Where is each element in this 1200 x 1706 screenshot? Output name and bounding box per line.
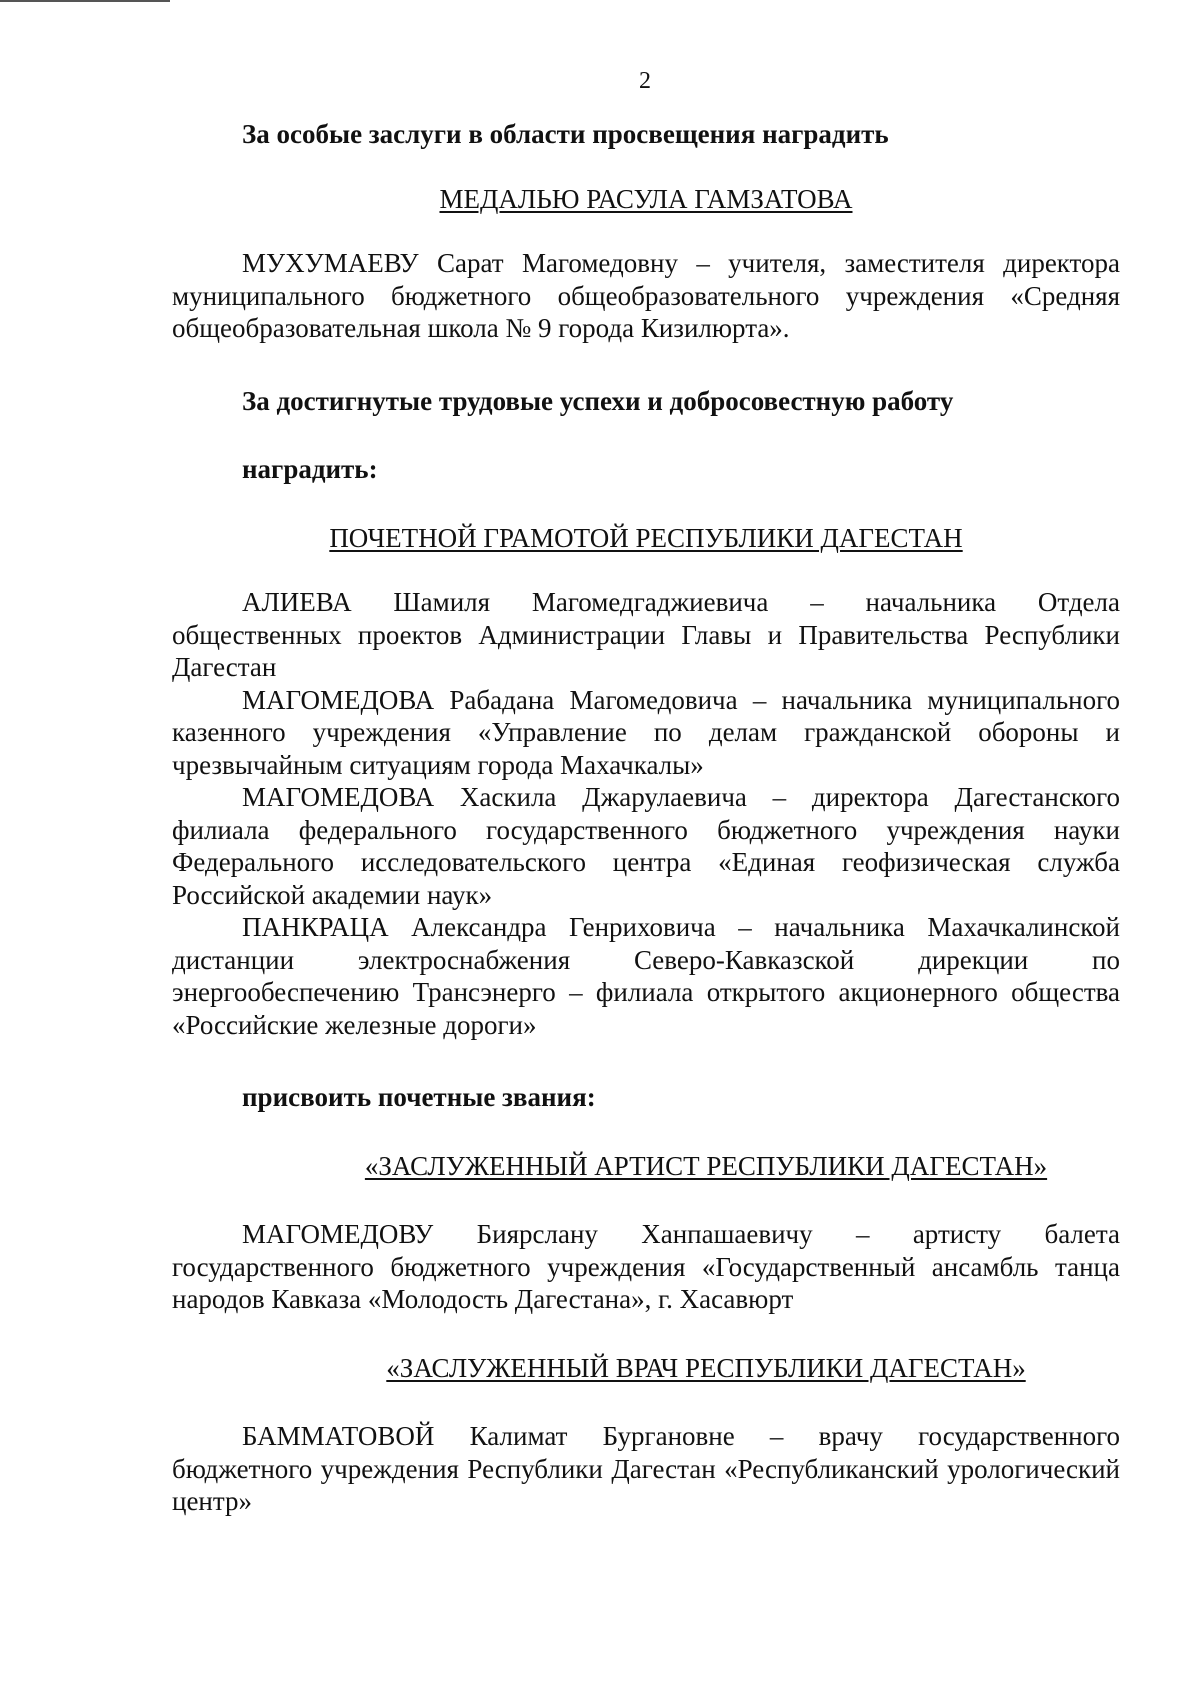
award-recipient-paragraph: МАГОМЕДОВА Хаскила Джарулаевича – директора Дагестанского филиала федерального государственного бюджетного учреждения науки Федерального исследовательского центра «Единая геофизическая служба Российской академии наук» — [172, 782, 1120, 910]
award-recipient-paragraph: АЛИЕВА Шамиля Магомедгаджиевича – начальника Отдела общественных проектов Администрации Главы и Правительства Республики Дагестан — [172, 587, 1120, 682]
award-title-honored-artist: «ЗАСЛУЖЕННЫЙ АРТИСТ РЕСПУБЛИКИ ДАГЕСТАН» — [364, 1150, 1048, 1181]
award-recipient-paragraph: МАГОМЕДОВА Рабадана Магомедовича – начальника муниципального казенного учреждения «Управление по делам гражданской обороны и чрезвычайным ситуациям города Махачкалы» — [172, 684, 1120, 780]
award-title-gamzatov-medal: МЕДАЛЬЮ РАСУЛА ГАМЗАТОВА — [439, 183, 853, 214]
award-recipient-paragraph: МАГОМЕДОВУ Биярслану Ханпашаевичу – артисту балета государственного бюджетного учреждения «Государственный ансамбль танца народов Кавказа «Молодость Дагестана», г. Хасавюрт — [172, 1219, 1120, 1314]
award-recipient-paragraph: ПАНКРАЦА Александра Генриховича – начальника Махачкалинской дистанции электроснабжения Северо-Кавказской дирекции по энергообеспечению Трансэнерго – филиала открытого акционерного общества «Российские железные дороги» — [172, 912, 1120, 1040]
award-recipient-paragraph: МУХУМАЕВУ Сарат Магомедовну – учителя, заместителя директора муниципального бюджетного общеобразовательного учреждения «Средняя общеобразовательная школа № 9 города Кизилюрта». — [172, 248, 1120, 343]
scan-artifact-line — [0, 0, 170, 2]
award-title-honorary-diploma: ПОЧЕТНОЙ ГРАМОТОЙ РЕСПУБЛИКИ ДАГЕСТАН — [329, 522, 963, 553]
section-heading-labor: За достигнутые трудовые успехи и добросовестную работу — [242, 385, 954, 416]
section-subheading-award: наградить: — [242, 454, 378, 484]
award-recipient-paragraph: БАММАТОВОЙ Калимат Бургановне – врачу государственного бюджетного учреждения Республики Дагестан «Республиканский урологический центр» — [172, 1421, 1120, 1516]
section-heading-titles: присвоить почетные звания: — [242, 1082, 596, 1112]
document-body — [172, 118, 1120, 1518]
page-number: 2 — [639, 68, 651, 94]
section-heading-education: За особые заслуги в области просвещения наградить — [242, 119, 889, 149]
award-title-honored-doctor: «ЗАСЛУЖЕННЫЙ ВРАЧ РЕСПУБЛИКИ ДАГЕСТАН» — [386, 1352, 1026, 1383]
